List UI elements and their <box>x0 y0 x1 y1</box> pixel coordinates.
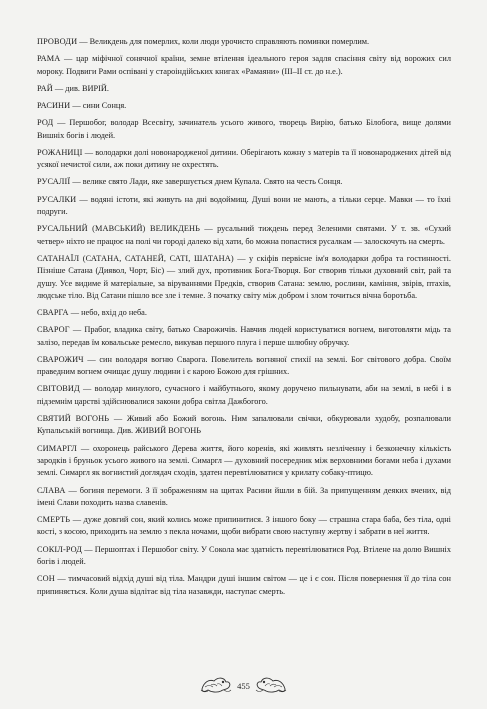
dictionary-entry <box>37 100 451 112</box>
entry-definition: — охоронець райського Дерева життя, його коренів, які живлять незліченну і безконечну кількість зародків і бруньок усього живого на землі. Симаргл — духовний посередник між верховними богами неба і духами землі. Симаргл як вогнистий доглядач сходів, здатен перевтілюватися у крилату собаку-птицю. <box>37 443 451 478</box>
entry-definition: — водяні істоти, які живуть на дні водоймищ. Душі вони не мають, а тільки серце. Мавки — то їхні подруги. <box>37 194 451 217</box>
entry-definition: — Першоптах і Першобог світу. У Сокола має здатність перевтілюватися Род. Втілене на долю Вишніх богів і людей. <box>37 544 451 567</box>
dictionary-entry <box>37 354 451 379</box>
entry-definition: — цар міфічної сонячної країни, земне втілення ідеального героя задля спасіння світу від ворожих сил мороку. Подвиги Рами оспівані у староіндійських книгах «Рамаяни» (ІІІ–ІІ ст. до н.е.). <box>37 54 451 76</box>
dictionary-entry <box>37 307 451 319</box>
page-number: 455 <box>237 681 250 691</box>
entry-definition: — Прабог, владика світу, батько Сварожичів. Навчив людей користуватися вогнем, виготовляти мідь та залізо, передав їм ковальське ремесло, викував першого плуга і перше шлюбну обручку. <box>37 325 451 347</box>
entry-definition: — небо, вхід до неба. <box>68 308 147 318</box>
entry-definition: — Великдень для померлих, коли люди урочисто справляють поминки померлим. <box>77 37 370 46</box>
dictionary-entry <box>37 514 451 539</box>
entry-term: СОН <box>37 574 55 584</box>
entry-term: СОКІЛ-РОД <box>37 544 83 554</box>
entry-definition: — див. ВИРІЙ. <box>52 83 109 93</box>
dictionary-entry <box>37 117 451 142</box>
entry-term: РАЙ <box>37 83 53 93</box>
entry-definition: — син володаря вогню Сварога. Повелитель вогняної стихії на землі. Бог світового добра. Своїм праведним вогнем очищає душу людини і є карою Божою для грішних. <box>37 354 451 377</box>
dictionary-entry <box>37 36 451 48</box>
dictionary-entry <box>37 253 451 302</box>
dictionary-entry <box>37 194 451 219</box>
entry-definition: — володар минулого, сучасного і майбутнього, якому доручено пильнувати, аби на землі, в небі і в підземнім царстві здійснювалися закони добра світла Дажбогого. <box>37 384 451 406</box>
entry-definition: — Живий або Божий вогонь. Ним запалювали свічки, обкурювали худобу, розпалювали Купальській вогнища. Див. ЖИВИЙ ВОГОНЬ <box>37 414 451 436</box>
dictionary-entry <box>37 176 451 188</box>
entry-term: РАМА <box>37 54 61 64</box>
entry-definition: — велике свято Лади, яке завершується днем Купала. Свято на честь Сонця. <box>70 177 343 187</box>
lion-ornament-icon <box>254 673 288 695</box>
entry-term: СИМАРГЛ <box>37 443 78 453</box>
entry-term: САТАНАЇЛ (САТАНА, САТАНЕЙ, САТІ, ШАТАНА) <box>37 253 234 263</box>
entry-definition: — володарки долі новонародженої дитини. Оберігають кожну з матерів та її новонароджених дітей від усякої нечистої сили, аж поки дитину не охрестять. <box>37 147 451 170</box>
entry-list <box>37 36 451 598</box>
dictionary-entry <box>37 324 451 349</box>
entry-term: СВІТОВИД <box>37 384 80 394</box>
entry-definition: — богиня перемоги. З її зображенням на щитах Расини йшли в бій. За припущенням деяких вчених, від імені Слави походить назва славенів. <box>37 485 451 507</box>
dictionary-entry <box>37 223 451 248</box>
entry-term: СВАРОГ <box>37 325 70 335</box>
dictionary-entry <box>37 383 451 408</box>
entry-definition: — русальний тиждень перед Зеленими святами. У т. зв. «Сухий четвер» ніхто не працює на полі чи городі далеко від хати, бо можна попастися русалкам — залоскочуть на смерть. <box>37 224 451 246</box>
entry-term: РОД <box>37 118 54 128</box>
entry-definition: — у скіфів первісне ім'я володарки добра та гостинності. Пізніше Сатана (Диявол, Чорт, Біс) — злий дух, противник Бога-Творця. Бог створив тільки духовний світ, рай та душу. Усе видиме й матеріальне, за віруваннями Предків, створив Сатана: землю, рослини, каміння, звірів, птахів, людське тіло. Від Сатани пішло все зле і темне. З початку світу між добром і злом точиться вічна боротьба. <box>37 253 451 300</box>
entry-definition: — дуже довгий сон, який колись може припинитися. З іншого боку — страшна стара баба, без тіла, одні кості, з косою, приходить на землю з пекла ночами, щоби вибрати свою наступну жертву і забрати в неї життя. <box>37 515 451 537</box>
entry-definition: — сини Сонця. <box>70 101 127 111</box>
entry-term: РУСАЛІЇ <box>37 177 71 187</box>
dictionary-entry <box>37 147 451 172</box>
dictionary-entry <box>37 413 451 438</box>
page-footer <box>0 672 487 696</box>
entry-term: РОЖАНИЦІ <box>37 147 83 157</box>
entry-term: СЛАВА <box>37 485 66 495</box>
dictionary-entry <box>37 53 451 78</box>
dictionary-entry <box>37 443 451 480</box>
entry-term: РУСАЛКИ <box>37 194 77 204</box>
entry-definition: — Першобог, володар Всесвіту, зачинатель усього живого, творець Вирію, батько Білобога, вище долями Вишніх богів і людей. <box>37 118 451 140</box>
lion-ornament-icon <box>199 673 233 695</box>
dictionary-entry <box>37 573 451 598</box>
entry-term: СВЯТИЙ ВОГОНЬ <box>37 414 110 424</box>
dictionary-entry <box>37 485 451 510</box>
dictionary-entry <box>37 83 451 95</box>
entry-term: ПРОВОДИ <box>37 37 78 46</box>
dictionary-entry <box>37 544 451 569</box>
entry-term: РАСИНИ <box>37 101 71 111</box>
entry-term: СМЕРТЬ <box>37 515 71 525</box>
entry-term: СВАРОЖИЧ <box>37 354 84 364</box>
entry-term: РУСАЛЬНИЙ (МАВСЬКИЙ) ВЕЛИКДЕНЬ <box>37 224 200 234</box>
entry-term: СВАРГА <box>37 308 69 318</box>
entry-definition: — тимчасовий відхід душі від тіла. Мандри душі іншим світом — це і є сон. Після повернення її до тіла сон припиняється. Коли душа відлітає від тіла назавжди, наступає смерть. <box>37 574 451 596</box>
